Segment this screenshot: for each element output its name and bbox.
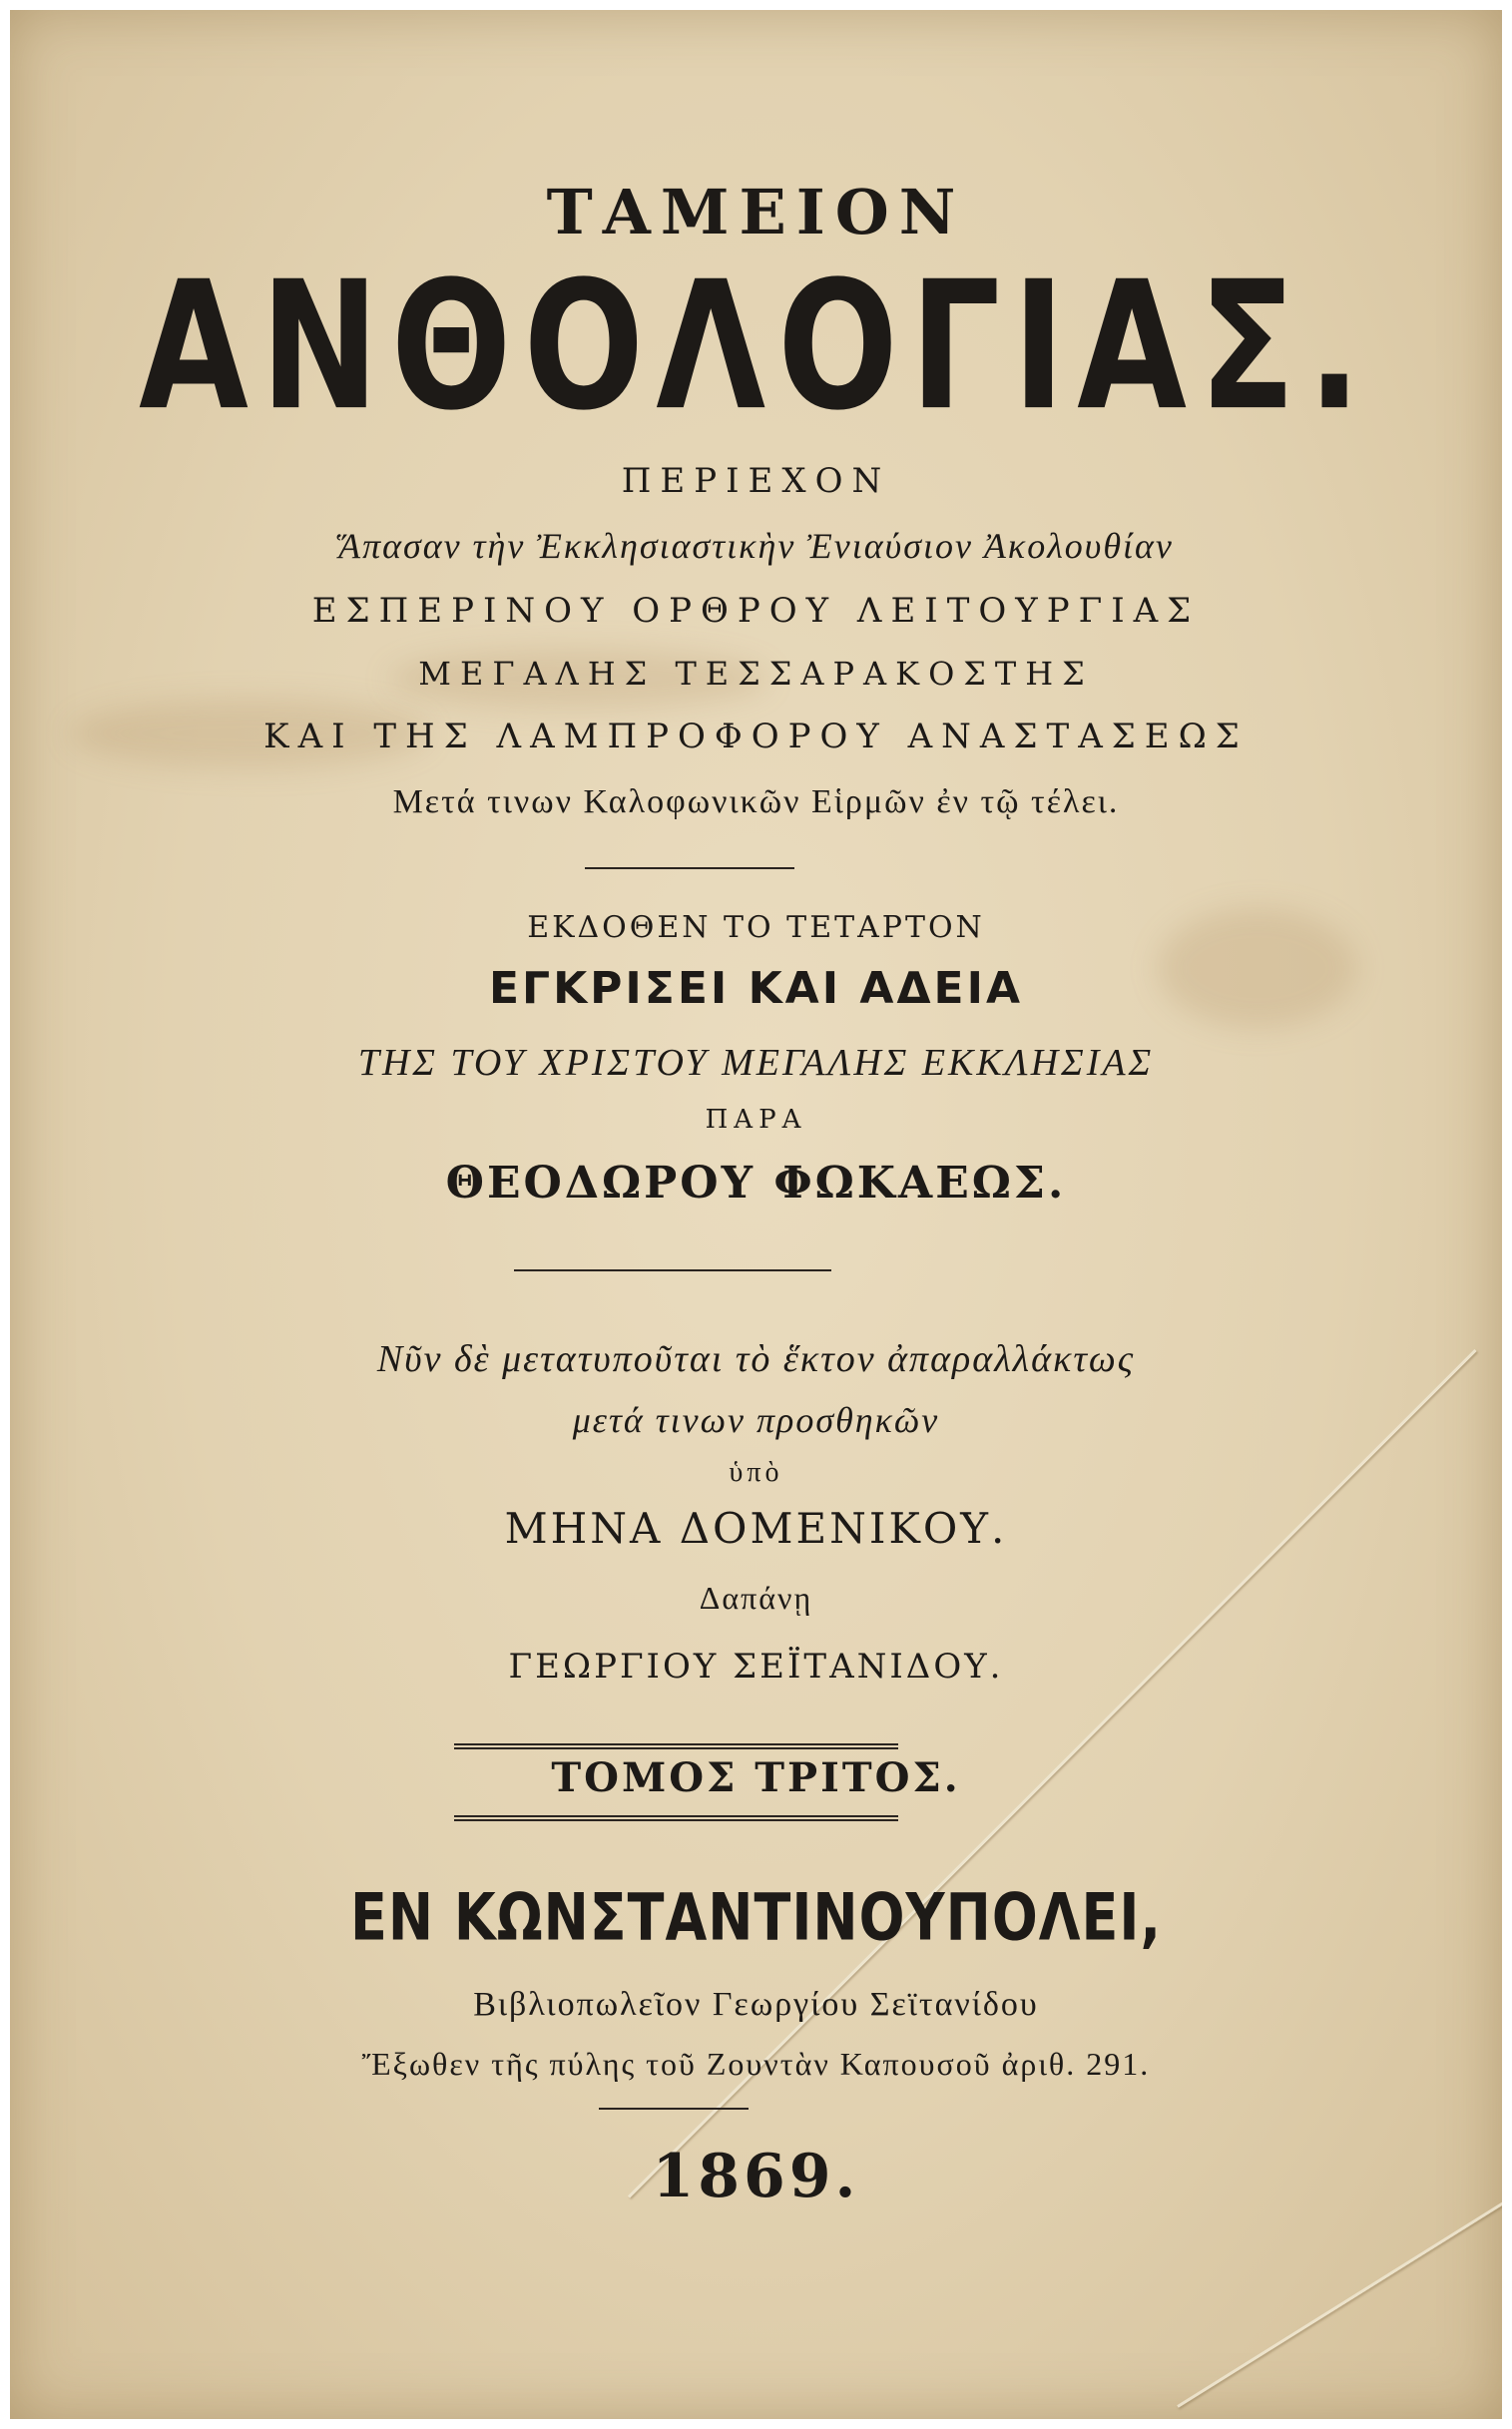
contains-label: ΠΕΡΙΕΧΟΝ [621, 461, 891, 501]
reprint-line: μετά τινων προσθηκῶν [572, 1400, 940, 1440]
publication-place: ΕΝ ΚΩΝΣΤΑΝΤΙΝΟΥΠΟΛΕΙ, [349, 1879, 1163, 1956]
expense-label: Δαπάνῃ [699, 1580, 813, 1616]
by-label: ΠΑΡΑ [705, 1105, 807, 1135]
approval-line: ΕΓΚΡΙΣΕΙ ΚΑΙ ΑΔΕΙΑ [488, 963, 1024, 1014]
reprint-line: Νῦν δὲ μετατυποῦται τὸ ἕκτον ἀπαραλλάκτως [376, 1338, 1136, 1380]
ornamental-rule [599, 2108, 749, 2110]
edition-line: ΕΚΔΟΘΕΝ ΤΟ ΤΕΤΑΡΤΟΝ [527, 910, 985, 945]
services-line: ΕΣΠΕΡΙΝΟΥ ΟΡΘΡΟΥ ΛΕΙΤΟΥΡΓΙΑΣ [311, 591, 1201, 631]
reprinter-name: ΜΗΝΑ ΔΟΜΕΝΙΚΟΥ. [504, 1504, 1008, 1553]
ornamental-rule [585, 867, 794, 869]
services-line: ΚΑΙ ΤΗΣ ΛΑΜΠΡΟΦΟΡΟΥ ΑΝΑΣΤΑΣΕΩΣ [263, 717, 1249, 756]
sponsor-name: ΓΕΩΡΓΙΟΥ ΣΕΪΤΑΝΙΔΟΥ. [508, 1647, 1004, 1687]
book-title-page [10, 10, 1502, 2419]
ornamental-rule [514, 1269, 831, 1271]
bookshop-line: Βιβλιοπωλεῖον Γεωργίου Σεϊτανίδου [473, 1986, 1039, 2023]
contents-description: Ἅπασαν τὴν Ἐκκλησιαστικὴν Ἐνιαύσιον Ἀκολουθίαν [338, 526, 1174, 566]
address-line: Ἔξωθεν τῆς πύλης τοῦ Ζουντὰν Καπουσοῦ ἀριθ. 291. [361, 2046, 1151, 2082]
book-title: ΑΝΘΟΛΟΓΙΑΣ. [139, 243, 1373, 450]
volume-label: ΤΟΜΟΣ ΤΡΙΤΟΣ. [551, 1754, 961, 1801]
reprint-by: ὑπὸ [729, 1457, 783, 1488]
header-word: ΤΑΜΕΙΟΝ [546, 176, 966, 248]
editor-name: ΘΕΟΔΩΡΟΥ ΦΩΚΑΕΩΣ. [445, 1158, 1067, 1209]
church-line: ΤΗΣ ΤΟΥ ΧΡΙΣΤΟΥ ΜΕΓΑΛΗΣ ΕΚΚΛΗΣΙΑΣ [357, 1042, 1155, 1084]
publication-year: 1869. [652, 2142, 860, 2211]
services-note: Μετά τινων Καλοφωνικῶν Εἱρμῶν ἐν τῷ τέλει. [392, 783, 1120, 820]
services-line: ΜΕΓΑΛΗΣ ΤΕΣΣΑΡΑΚΟΣΤΗΣ [418, 655, 1094, 693]
